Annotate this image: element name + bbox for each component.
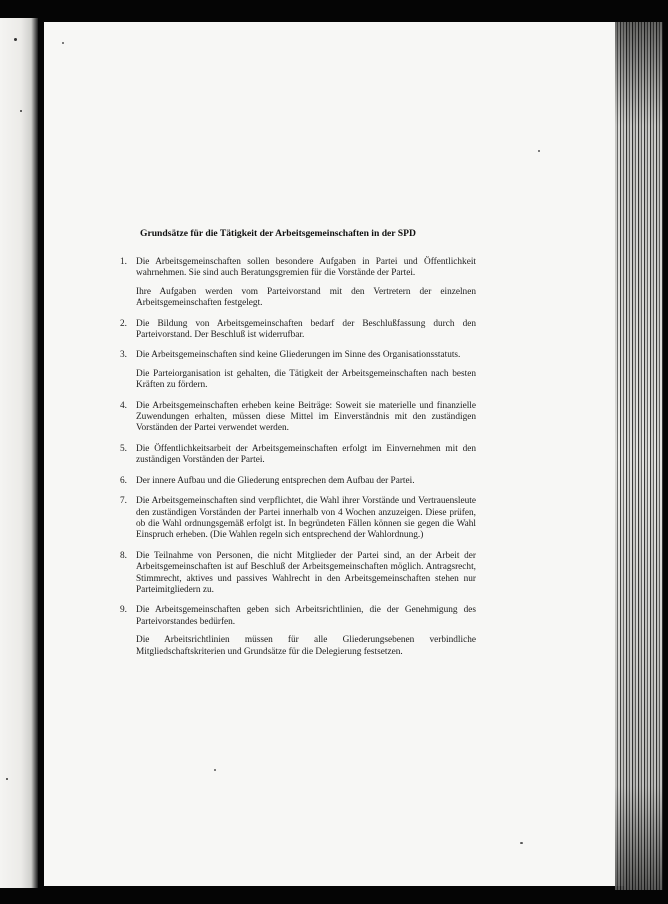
list-item: [120, 350, 476, 391]
list-item: [120, 605, 476, 658]
item-number: 1.: [120, 257, 127, 267]
list-item: [120, 476, 476, 487]
item-number: 6.: [120, 475, 127, 486]
item-number: 3.: [120, 350, 127, 361]
item-paragraph: Ihre Aufgaben werden vom Parteivorstand mit den Vertretern der einzelnen Arbeitsgemeinschaften festgelegt.: [136, 286, 476, 309]
item-paragraph: Die Arbeitsrichtlinien müssen für alle Gliederungsebenen verbindliche Mitgliedschaftskriterien und Grundsätze für die Delegierung festsetzen.: [136, 635, 476, 657]
item-paragraph: Die Teilnahme von Personen, die nicht Mitglieder der Partei sind, an der Arbeit der Arbeitsgemeinschaften ist auf Beschluß der Arbeitsgemeinschaften möglich. Antragsrecht, Stimmrecht, aktives und passives Wahlrecht in den Arbeitsgemeinschaften stehen nur Parteimitgliedern zu.: [136, 550, 476, 595]
list-item: [120, 551, 476, 597]
scan-speck: [14, 38, 17, 41]
item-paragraph: Die Arbeitsgemeinschaften sind verpflichtet, die Wahl ihrer Vorstände und Vertrauensleute den zuständigen Vorständen der Partei innerhalb von 4 Wochen anzuzeigen. Diese prüfen, ob die Wahl ordnungsgemäß erfolgt ist. In begründeten Fällen können sie gegen die Wahl Einspruch erheben. (Die Wahlen regeln sich entsprechend der Wahlordnung.): [136, 496, 476, 541]
document-title: Grundsätze für die Tätigkeit der Arbeitsgemeinschaften in der SPD: [140, 228, 416, 239]
item-paragraph: Die Arbeitsgemeinschaften sollen besondere Aufgaben in Partei und Öffentlichkeit wahrnehmen. Sie sind auch Beratungsgremien für die Vorstände der Partei.: [136, 257, 476, 279]
scan-speck: [538, 150, 540, 152]
scan-speck: [520, 842, 523, 844]
item-paragraph: Die Arbeitsgemeinschaften geben sich Arbeitsrichtlinien, die der Genehmigung des Parteivorstandes bedürfen.: [136, 605, 476, 627]
item-paragraph: Die Arbeitsgemeinschaften sind keine Gliederungen im Sinne des Organisationsstatuts.: [136, 350, 461, 361]
list-item: [120, 319, 476, 342]
principles-list: [120, 257, 476, 667]
item-paragraph: Der innere Aufbau und die Gliederung entsprechen dem Aufbau der Partei.: [136, 475, 415, 486]
scan-speck: [20, 110, 22, 112]
item-number: 8.: [120, 550, 127, 561]
list-item: [120, 444, 476, 467]
item-paragraph: Die Arbeitsgemeinschaften erheben keine Beiträge: Soweit sie materielle und finanzielle Zuwendungen erhalten, müssen diese Mittel im Einverständnis mit den zuständigen Vorständen der Partei verwendet werden.: [136, 400, 476, 434]
list-item: [120, 401, 476, 435]
facing-page-edge: [0, 18, 38, 888]
item-number: 5.: [120, 443, 127, 454]
list-item: [120, 257, 476, 310]
scan-speck: [62, 42, 64, 44]
scan-speck: [6, 778, 8, 780]
item-paragraph: Die Parteiorganisation ist gehalten, die Tätigkeit der Arbeitsgemeinschaften nach besten Kräften zu fördern.: [136, 368, 476, 391]
item-paragraph: Die Bildung von Arbeitsgemeinschaften bedarf der Beschlußfassung durch den Parteivorstand. Der Beschluß ist widerrufbar.: [136, 318, 476, 341]
item-paragraph: Die Öffentlichkeitsarbeit der Arbeitsgemeinschaften erfolgt im Einvernehmen mit den zuständigen Vorständen der Partei.: [136, 443, 476, 466]
page-stack-edge: [615, 22, 663, 890]
item-number: 2.: [120, 318, 127, 329]
item-number: 7.: [120, 496, 127, 507]
item-number: 9.: [120, 605, 127, 616]
item-number: 4.: [120, 400, 127, 411]
scan-speck: [214, 769, 216, 771]
list-item: [120, 496, 476, 542]
